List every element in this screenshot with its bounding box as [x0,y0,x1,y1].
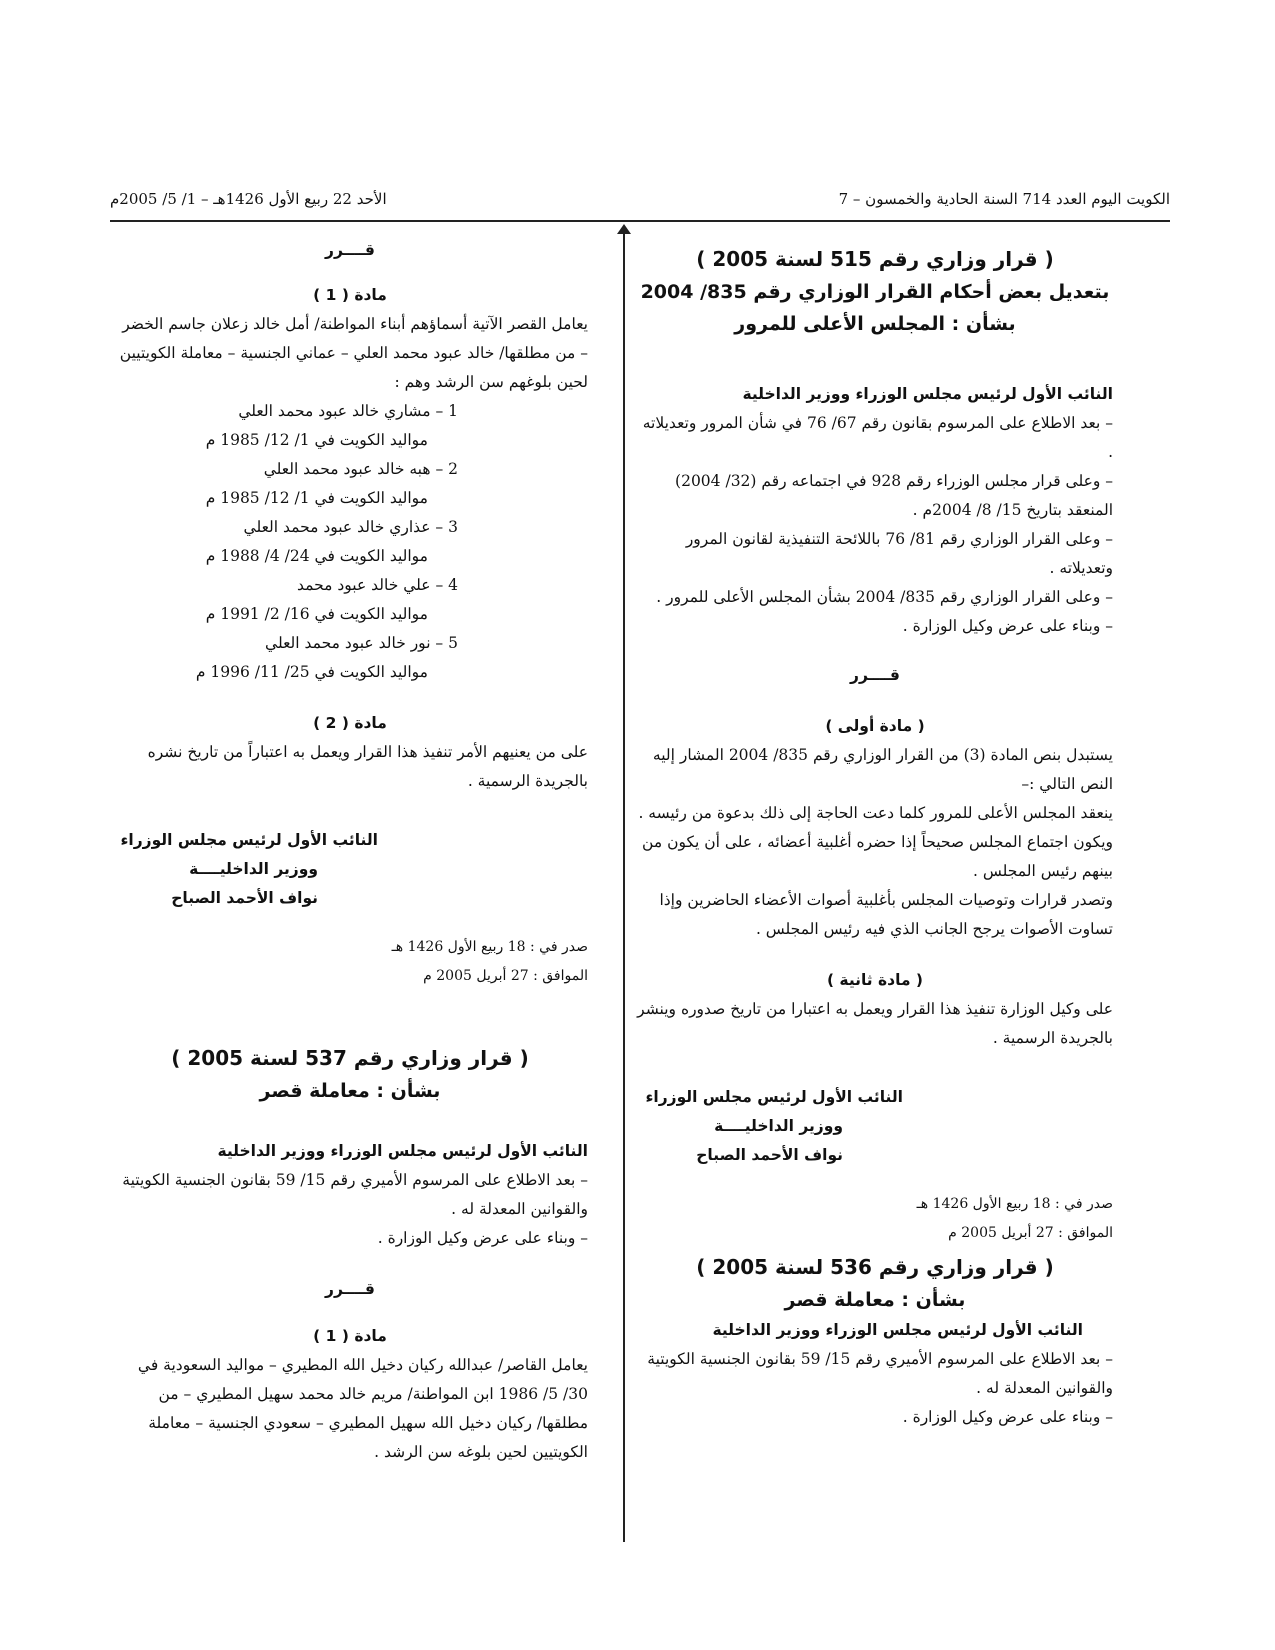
person-name: 3 – عذاري خالد عبود محمد العلي [243,518,458,536]
article-paragraph: على وكيل الوزارة تنفيذ هذا القرار ويعمل به اعتبارا من تاريخ صدوره وينشر بالجريدة الرسمية . [637,1000,1113,1047]
decides-heading: قــــرر [325,241,375,259]
left-column [112,236,588,1467]
decision-continued [112,236,588,991]
person-birth: مواليد الكويت في 16/ 2/ 1991 م [205,605,428,623]
preamble-item: – وعلى قرار مجلس الوزراء رقم 928 في اجتماعه رقم (32/ 2004) المنعقد بتاريخ 15/ 8/ 2004م . [675,472,1113,519]
article-title: مادة ( 1 ) [313,286,387,304]
preamble-item: – وبناء على عرض وكيل الوزارة . [902,1408,1113,1426]
signature-block [112,826,588,913]
divider-arrow-icon [617,224,631,234]
decides-heading: قــــرر [850,666,900,684]
preamble-item: – بعد الاطلاع على المرسوم الأميري رقم 15/ 59 بقانون الجنسية الكويتية والقوانين المعدلة له . [647,1350,1113,1397]
header-issue-info: الكويت اليوم العدد 714 السنة الحادية والخمسون – 7 [838,190,1170,208]
signature-line: النائب الأول لرئيس مجلس الوزراء [120,831,378,849]
decision-title: ( قرار وزاري رقم 515 لسنة 2005 ) [696,247,1054,271]
article-paragraph: وتصدر قرارات وتوصيات المجلس بأغلبية أصوات الأعضاء الحاضرين وإذا تساوت الأصوات يرجح الجانب الذي فيه رئيس المجلس . [659,891,1113,938]
column-divider [623,232,625,1542]
signature-name: نواف الأحمد الصباح [171,889,318,907]
decision-issuer: النائب الأول لرئيس مجلس الوزراء ووزير الداخلية [217,1142,588,1160]
article-title: ( مادة ثانية ) [826,971,924,989]
issued-date: صدر في : 18 ربيع الأول 1426 هـ [916,1196,1113,1212]
right-column [637,242,1113,1432]
signature-block [637,1083,1113,1170]
article-paragraph: ويكون اجتماع المجلس صحيحاً إذا حضره أغلبية أعضائه ، على أن يكون من بينهم رئيس المجلس . [642,833,1113,880]
article-paragraph: يستبدل بنص المادة (3) من القرار الوزاري رقم 835/ 2004 المشار إليه النص التالي :– [652,746,1113,793]
person-list [112,397,588,687]
decision-issuer: النائب الأول لرئيس مجلس الوزراء ووزير الداخلية [742,385,1113,403]
person-name: 5 – نور خالد عبود محمد العلي [265,634,458,652]
corresponding-date: الموافق : 27 أبريل 2005 م [948,1225,1113,1241]
decision-536 [637,1250,1113,1432]
page-header [110,186,1170,222]
person-name: 2 – هبه خالد عبود محمد العلي [263,460,458,478]
preamble-item: – وعلى القرار الوزاري رقم 81/ 76 باللائحة التنفيذية لقانون المرور وتعديلاته . [685,530,1113,577]
article-paragraph: ينعقد المجلس الأعلى للمرور كلما دعت الحاجة إلى ذلك بدعوة من رئيسه . [638,804,1113,822]
decision-subject: بشأن : معاملة قصر [784,1289,966,1311]
person-birth: مواليد الكويت في 24/ 4/ 1988 م [205,547,428,565]
person-birth: مواليد الكويت في 1/ 12/ 1985 م [205,489,428,507]
decision-subtitle: بتعديل بعض أحكام القرار الوزاري رقم 835/ 2004 [640,281,1110,303]
person-name: 1 – مشاري خالد عبود محمد العلي [238,402,458,420]
decision-title: ( قرار وزاري رقم 537 لسنة 2005 ) [171,1046,529,1070]
decision-title: ( قرار وزاري رقم 536 لسنة 2005 ) [696,1255,1054,1279]
decision-subject: بشأن : معاملة قصر [259,1080,441,1102]
article-paragraph: يعامل القصر الآتية أسماؤهم أبناء المواطنة/ أمل خالد زعلان جاسم الخضر – من مطلقها/ خالد عبود محمد العلي – عماني الجنسية – معاملة الكويتيين لحين بلوغهم سن الرشد وهم : [119,315,588,391]
preamble-item: – وبناء على عرض وكيل الوزارة . [377,1229,588,1247]
decision-subject: بشأن : المجلس الأعلى للمرور [734,313,1016,335]
issued-date: صدر في : 18 ربيع الأول 1426 هـ [391,939,588,955]
person-birth: مواليد الكويت في 1/ 12/ 1985 م [205,431,428,449]
preamble-item: – وعلى القرار الوزاري رقم 835/ 2004 بشأن المجلس الأعلى للمرور . [656,588,1113,606]
signature-name: نواف الأحمد الصباح [696,1146,843,1164]
decision-537 [112,1041,588,1467]
decision-issuer: النائب الأول لرئيس مجلس الوزراء ووزير الداخلية [712,1321,1083,1339]
signature-line: ووزير الداخليــــة [189,860,318,878]
article-title: ( مادة أولى ) [825,717,925,735]
person-name: 4 – علي خالد عبود محمد [297,576,458,594]
corresponding-date: الموافق : 27 أبريل 2005 م [423,968,588,984]
article-paragraph: يعامل القاصر/ عبدالله ركيان دخيل الله المطيري – مواليد السعودية في 30/ 5/ 1986 ابن المواطنة/ مريم خالد محمد سهيل المطيري – من مطلقها/ ركيان دخيل الله سهيل المطيري – سعودي الجنسية – معاملة الكويتيين لحين بلوغه سن الرشد . [137,1356,588,1461]
preamble-item: – وبناء على عرض وكيل الوزارة . [902,617,1113,635]
article-title: مادة ( 1 ) [313,1327,387,1345]
article-paragraph: على من يعنيهم الأمر تنفيذ هذا القرار ويعمل به اعتباراً من تاريخ نشره بالجريدة الرسمية . [147,743,588,790]
preamble-item: – بعد الاطلاع على المرسوم بقانون رقم 67/ 76 في شأن المرور وتعديلاته . [642,414,1113,461]
signature-line: ووزير الداخليــــة [714,1117,843,1135]
header-date: الأحد 22 ربيع الأول 1426هـ – 1/ 5/ 2005م [110,190,387,208]
decision-515 [637,242,1113,1248]
decides-heading: قــــرر [325,1280,375,1298]
preamble-item: – بعد الاطلاع على المرسوم الأميري رقم 15/ 59 بقانون الجنسية الكويتية والقوانين المعدلة له . [122,1171,588,1218]
person-birth: مواليد الكويت في 25/ 11/ 1996 م [195,663,428,681]
signature-line: النائب الأول لرئيس مجلس الوزراء [645,1088,903,1106]
article-title: مادة ( 2 ) [313,714,387,732]
